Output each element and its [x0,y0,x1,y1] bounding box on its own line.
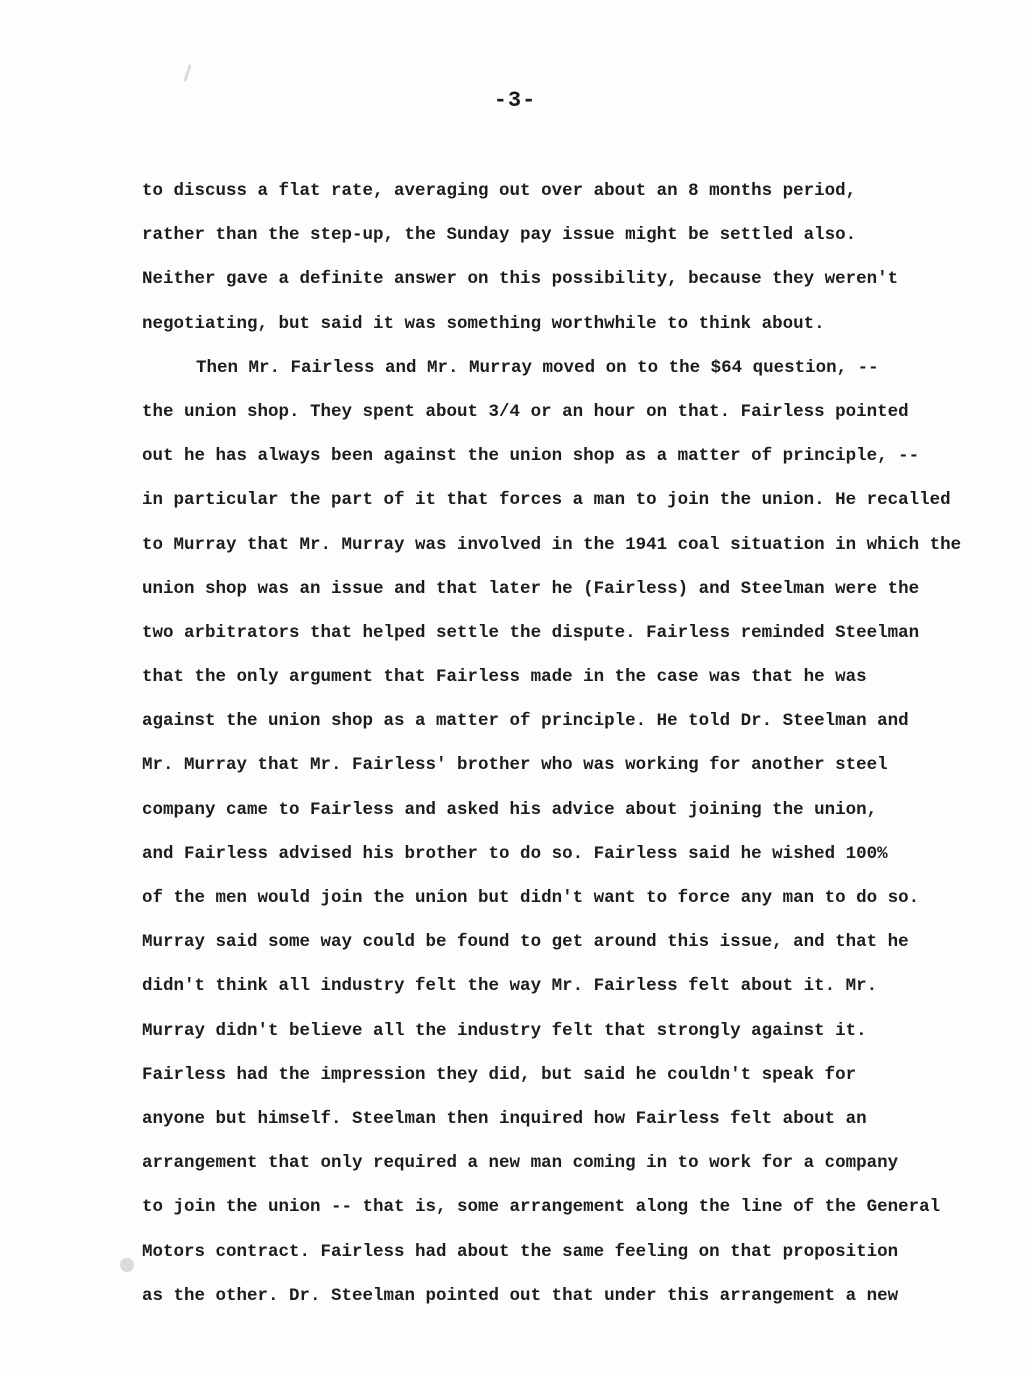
text-line: out he has always been against the union shop as a matter of principle, -- [142,446,920,467]
text-line: Fairless had the impression they did, but said he couldn't speak for [142,1064,857,1085]
text-line: to Murray that Mr. Murray was involved in the 1941 coal situation in which the [142,534,962,555]
text-line: in particular the part of it that forces a man to join the union. He recalled [142,490,951,511]
page-number: -3- [493,88,537,113]
text-line: two arbitrators that helped settle the dispute. Fairless reminded Steelman [142,622,920,643]
text-line: didn't think all industry felt the way Mr. Fairless felt about it. Mr. [142,976,878,997]
text-line: and Fairless advised his brother to do so. Fairless said he wished 100% [142,843,888,864]
text-line: of the men would join the union but didn't want to force any man to do so. [142,888,920,908]
text-line: as the other. Dr. Steelman pointed out that under this arrangement a new [142,1285,899,1306]
text-line: Neither gave a definite answer on this possibility, because they weren't [142,269,899,290]
text-line: against the union shop as a matter of principle. He told Dr. Steelman and [142,711,909,732]
text-line: that the only argument that Fairless made in the case was that he was [142,667,867,688]
text-line: Mr. Murray that Mr. Fairless' brother who was working for another steel [142,755,888,776]
text-line: Motors contract. Fairless had about the same feeling on that proposition [142,1241,899,1262]
text-line: union shop was an issue and that later he (Fairless) and Steelman were the [142,578,920,599]
text-line: negotiating, but said it was something worthwhile to think about. [142,313,825,334]
paper-speck [120,1258,134,1272]
document-body [142,176,982,1325]
text-line: Murray said some way could be found to get around this issue, and that he [142,932,909,953]
text-line-paragraph-start: Then Mr. Fairless and Mr. Murray moved on to the $64 question, -- [196,357,879,378]
text-line: the union shop. They spent about 3/4 or an hour on that. Fairless pointed [142,401,909,422]
text-line: anyone but himself. Steelman then inquired how Fairless felt about an [142,1108,867,1129]
paper-speck [183,64,191,82]
text-line: company came to Fairless and asked his advice about joining the union, [142,799,878,820]
text-line: rather than the step-up, the Sunday pay issue might be settled also. [142,225,857,246]
text-line: to join the union -- that is, some arrangement along the line of the General [142,1197,941,1218]
text-line: Murray didn't believe all the industry felt that strongly against it. [142,1020,867,1041]
text-line: to discuss a flat rate, averaging out over about an 8 months period, [142,181,857,201]
text-line: arrangement that only required a new man coming in to work for a company [142,1153,899,1174]
